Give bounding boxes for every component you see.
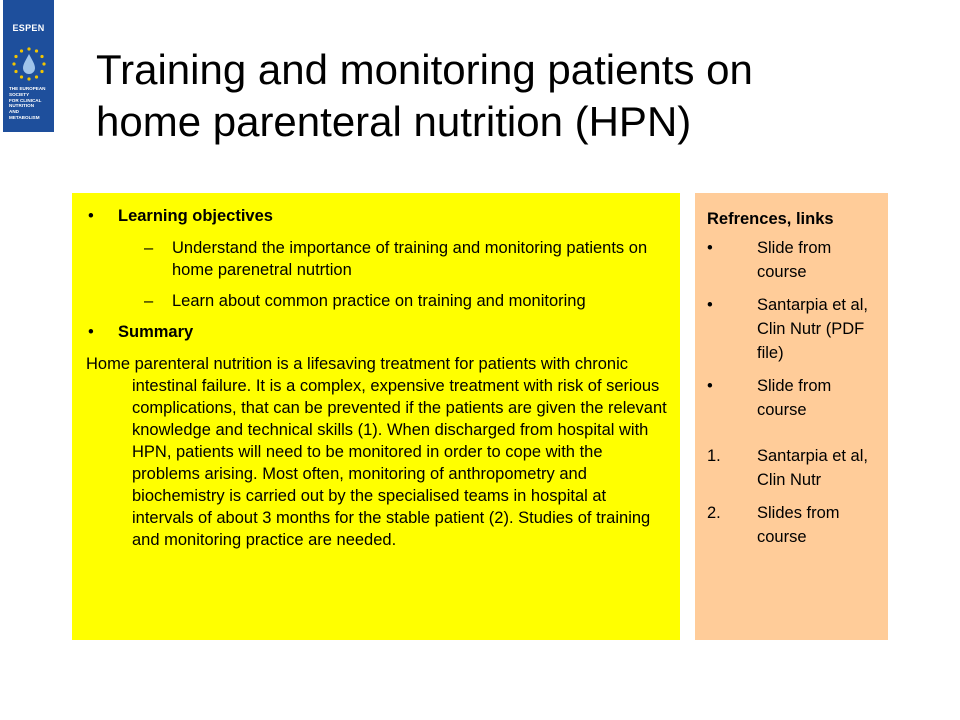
learning-content-box (72, 193, 680, 640)
numbered-reference (707, 501, 884, 549)
reference-number: 1. (707, 447, 721, 465)
reference-link[interactable] (707, 236, 884, 284)
objectives-heading: Learning objectives (118, 207, 273, 225)
reference-text: Santarpia et al, Clin Nutr (PDF file) (757, 296, 868, 362)
summary-bullet (86, 321, 670, 343)
references-title: Refrences, links (707, 210, 834, 228)
title-line-2: home parenteral nutrition (HPN) (96, 98, 692, 145)
slide-title (96, 44, 896, 148)
bullet-icon: • (707, 239, 713, 257)
objective-text: Learn about common practice on training and monitoring (172, 292, 586, 310)
reference-link[interactable] (707, 293, 884, 365)
logo-caption: THE EUROPEAN SOCIETY FOR CLINICAL NUTRITION AND METABOLISM (9, 86, 46, 120)
summary-paragraph: Home parenteral nutrition is a lifesaving treatment for patients with chronic intestinal failure. It is a complex, expensive treatment with risk of serious complications, that can be prevented if the patients are given the relevant knowledge and technical skills (1). When discharged from hospital with HPN, patients will need to be monitored in order to cope with the problems arising. Most often, monitoring of anthropometry and biochemistry is carried out by the specialised teams in hospital at intervals of about 3 months for the stable patient (2). Studies of training and monitoring practice are needed. (86, 355, 667, 549)
reference-text: Slides from course (757, 504, 840, 546)
bullet-icon: • (88, 207, 94, 225)
dash-icon: – (144, 292, 154, 310)
reference-number: 2. (707, 504, 721, 522)
summary-heading: Summary (118, 323, 194, 341)
bullet-icon: • (88, 323, 94, 341)
reference-link[interactable] (707, 374, 884, 422)
reference-text: Santarpia et al, Clin Nutr (757, 447, 868, 489)
eu-stars-drop-icon (9, 44, 49, 84)
objective-text: Understand the importance of training and monitoring patients on home parenetral nutrtion (172, 239, 648, 279)
numbered-reference (707, 444, 884, 492)
bullet-icon: • (707, 296, 713, 314)
references-box (695, 193, 888, 640)
objective-item (86, 290, 670, 312)
objective-item (86, 237, 670, 281)
reference-text: Slide from course (757, 239, 832, 281)
bullet-icon: • (707, 377, 713, 395)
dash-icon: – (144, 239, 154, 257)
reference-text: Slide from course (757, 377, 832, 419)
title-line-1: Training and monitoring patients on (96, 46, 753, 93)
logo-name: ESPEN (12, 23, 45, 33)
objectives-bullet (86, 205, 670, 227)
espen-logo (3, 0, 54, 132)
